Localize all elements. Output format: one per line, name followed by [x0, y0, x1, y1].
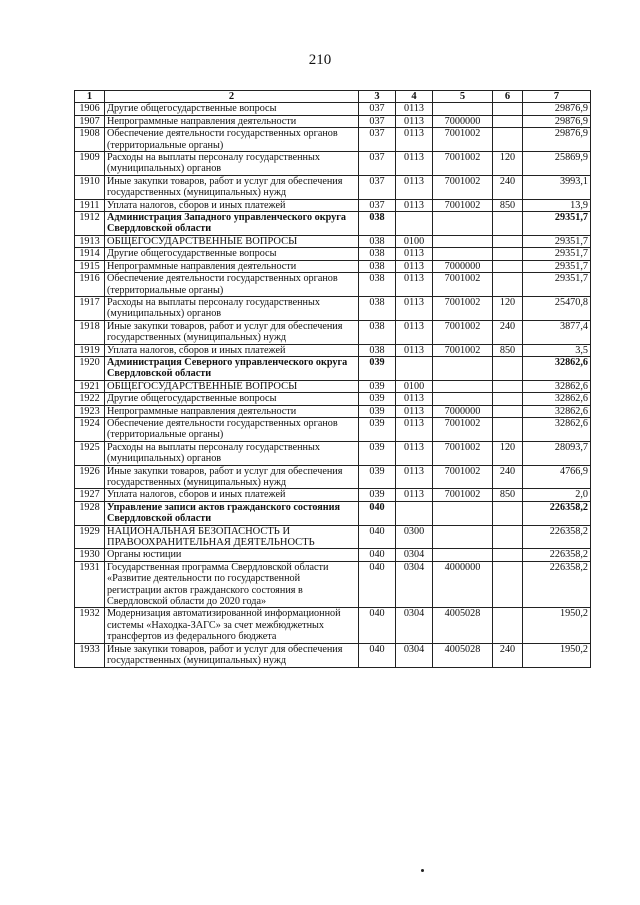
row-section-code: 0113 — [396, 441, 433, 465]
row-admin-code: 040 — [359, 561, 396, 608]
row-admin-code: 037 — [359, 115, 396, 127]
row-number: 1906 — [75, 103, 105, 115]
row-target-code: 7001002 — [433, 296, 493, 320]
row-amount: 2,0 — [523, 489, 591, 501]
row-expense-type — [493, 525, 523, 549]
row-amount: 25470,8 — [523, 296, 591, 320]
row-section-code: 0304 — [396, 608, 433, 643]
row-amount: 226358,2 — [523, 501, 591, 525]
row-name: Администрация Северного управленческого округа Свердловской области — [105, 356, 359, 380]
row-admin-code: 039 — [359, 441, 396, 465]
row-amount: 29351,7 — [523, 260, 591, 272]
row-number: 1933 — [75, 643, 105, 667]
row-name: ОБЩЕГОСУДАРСТВЕННЫЕ ВОПРОСЫ — [105, 380, 359, 392]
table-row — [75, 115, 591, 127]
header-col-6: 6 — [493, 91, 523, 103]
row-target-code — [433, 393, 493, 405]
row-amount: 29351,7 — [523, 248, 591, 260]
header-col-1: 1 — [75, 91, 105, 103]
row-number: 1923 — [75, 405, 105, 417]
row-admin-code: 039 — [359, 393, 396, 405]
row-number: 1907 — [75, 115, 105, 127]
row-section-code: 0300 — [396, 525, 433, 549]
page-number: 210 — [308, 52, 332, 68]
row-expense-type: 120 — [493, 441, 523, 465]
row-target-code — [433, 525, 493, 549]
row-number: 1915 — [75, 260, 105, 272]
row-section-code: 0113 — [396, 405, 433, 417]
row-admin-code: 038 — [359, 248, 396, 260]
row-expense-type — [493, 501, 523, 525]
row-name: Уплата налогов, сборов и иных платежей — [105, 199, 359, 211]
header-row — [75, 91, 591, 103]
row-expense-type: 240 — [493, 643, 523, 667]
header-col-2: 2 — [105, 91, 359, 103]
row-name: Иные закупки товаров, работ и услуг для обеспечения государственных (муниципальных) нужд — [105, 320, 359, 344]
row-target-code: 7001002 — [433, 199, 493, 211]
row-expense-type: 240 — [493, 320, 523, 344]
row-name: НАЦИОНАЛЬНАЯ БЕЗОПАСНОСТЬ И ПРАВООХРАНИТЕЛЬНАЯ ДЕЯТЕЛЬНОСТЬ — [105, 525, 359, 549]
row-number: 1919 — [75, 344, 105, 356]
row-section-code: 0113 — [396, 465, 433, 489]
row-name: Непрограммные направления деятельности — [105, 115, 359, 127]
row-admin-code: 039 — [359, 380, 396, 392]
row-section-code: 0304 — [396, 561, 433, 608]
header-col-7: 7 — [523, 91, 591, 103]
row-amount: 29351,7 — [523, 273, 591, 297]
row-name: Обеспечение деятельности государственных органов (территориальные органы) — [105, 128, 359, 152]
row-target-code: 4000000 — [433, 561, 493, 608]
row-expense-type — [493, 273, 523, 297]
row-amount: 32862,6 — [523, 380, 591, 392]
table-row — [75, 549, 591, 561]
table-row — [75, 273, 591, 297]
row-amount: 4766,9 — [523, 465, 591, 489]
row-expense-type: 120 — [493, 152, 523, 176]
row-target-code: 4005028 — [433, 608, 493, 643]
table-row — [75, 248, 591, 260]
table-row — [75, 356, 591, 380]
row-amount: 32862,6 — [523, 405, 591, 417]
row-expense-type — [493, 235, 523, 247]
table-row — [75, 199, 591, 211]
row-name: Государственная программа Свердловской области «Развитие деятельности по государственной регистрации актов гражданского состояния в Свердловской области до 2020 года» — [105, 561, 359, 608]
row-name: Обеспечение деятельности государственных органов (территориальные органы) — [105, 417, 359, 441]
row-admin-code: 039 — [359, 465, 396, 489]
row-target-code — [433, 212, 493, 236]
row-section-code — [396, 212, 433, 236]
row-amount: 3,5 — [523, 344, 591, 356]
table-row — [75, 561, 591, 608]
row-admin-code: 039 — [359, 489, 396, 501]
row-target-code: 7001002 — [433, 320, 493, 344]
row-section-code: 0113 — [396, 103, 433, 115]
table-row — [75, 608, 591, 643]
row-name: Обеспечение деятельности государственных органов (территориальные органы) — [105, 273, 359, 297]
row-amount: 32862,6 — [523, 393, 591, 405]
row-target-code — [433, 549, 493, 561]
row-section-code: 0113 — [396, 489, 433, 501]
row-name: Уплата налогов, сборов и иных платежей — [105, 344, 359, 356]
row-admin-code: 038 — [359, 320, 396, 344]
row-target-code: 7000000 — [433, 260, 493, 272]
row-expense-type — [493, 115, 523, 127]
row-expense-type: 850 — [493, 489, 523, 501]
row-number: 1911 — [75, 199, 105, 211]
row-target-code: 7000000 — [433, 405, 493, 417]
row-amount: 32862,6 — [523, 356, 591, 380]
row-amount: 226358,2 — [523, 525, 591, 549]
row-amount: 226358,2 — [523, 561, 591, 608]
header-col-3: 3 — [359, 91, 396, 103]
row-number: 1924 — [75, 417, 105, 441]
table-row — [75, 465, 591, 489]
row-target-code — [433, 235, 493, 247]
row-number: 1928 — [75, 501, 105, 525]
row-target-code — [433, 356, 493, 380]
table-row — [75, 441, 591, 465]
row-admin-code: 038 — [359, 273, 396, 297]
row-section-code — [396, 501, 433, 525]
row-expense-type — [493, 260, 523, 272]
table-row — [75, 175, 591, 199]
row-section-code: 0304 — [396, 549, 433, 561]
row-target-code: 7001002 — [433, 441, 493, 465]
row-target-code: 7001002 — [433, 175, 493, 199]
row-section-code: 0113 — [396, 393, 433, 405]
row-name: Иные закупки товаров, работ и услуг для обеспечения государственных (муниципальных) нужд — [105, 175, 359, 199]
row-section-code: 0113 — [396, 273, 433, 297]
row-number: 1926 — [75, 465, 105, 489]
row-number: 1912 — [75, 212, 105, 236]
row-section-code: 0100 — [396, 380, 433, 392]
row-name: Администрация Западного управленческого округа Свердловской области — [105, 212, 359, 236]
row-target-code: 7001002 — [433, 128, 493, 152]
row-section-code: 0113 — [396, 296, 433, 320]
row-number: 1931 — [75, 561, 105, 608]
row-number: 1909 — [75, 152, 105, 176]
table-row — [75, 344, 591, 356]
row-expense-type — [493, 561, 523, 608]
row-section-code: 0113 — [396, 260, 433, 272]
row-amount: 13,9 — [523, 199, 591, 211]
row-amount: 25869,9 — [523, 152, 591, 176]
table-row — [75, 393, 591, 405]
row-name: Модернизация автоматизированной информационной системы «Находка-ЗАГС» за счет межбюджетных трансфертов из федерального бюджета — [105, 608, 359, 643]
row-section-code: 0113 — [396, 248, 433, 260]
row-admin-code: 039 — [359, 417, 396, 441]
table-row — [75, 103, 591, 115]
row-admin-code: 040 — [359, 608, 396, 643]
row-target-code: 7001002 — [433, 152, 493, 176]
row-target-code — [433, 501, 493, 525]
row-name: Расходы на выплаты персоналу государственных (муниципальных) органов — [105, 152, 359, 176]
row-expense-type: 120 — [493, 296, 523, 320]
table-row — [75, 501, 591, 525]
row-target-code: 7001002 — [433, 344, 493, 356]
row-name: Иные закупки товаров, работ и услуг для обеспечения государственных (муниципальных) нужд — [105, 465, 359, 489]
row-number: 1914 — [75, 248, 105, 260]
table-row — [75, 405, 591, 417]
row-number: 1913 — [75, 235, 105, 247]
row-amount: 29351,7 — [523, 235, 591, 247]
row-amount: 32862,6 — [523, 417, 591, 441]
row-section-code: 0113 — [396, 128, 433, 152]
row-number: 1917 — [75, 296, 105, 320]
row-number: 1932 — [75, 608, 105, 643]
row-admin-code: 038 — [359, 296, 396, 320]
row-amount: 29876,9 — [523, 128, 591, 152]
row-name: Другие общегосударственные вопросы — [105, 103, 359, 115]
row-expense-type — [493, 608, 523, 643]
row-section-code: 0113 — [396, 417, 433, 441]
row-name: Непрограммные направления деятельности — [105, 405, 359, 417]
table-row — [75, 320, 591, 344]
row-name: Органы юстиции — [105, 549, 359, 561]
row-amount: 3993,1 — [523, 175, 591, 199]
row-admin-code: 040 — [359, 501, 396, 525]
row-amount: 3877,4 — [523, 320, 591, 344]
row-target-code: 7001002 — [433, 273, 493, 297]
row-section-code: 0100 — [396, 235, 433, 247]
row-target-code: 4005028 — [433, 643, 493, 667]
budget-table — [74, 90, 591, 668]
row-admin-code: 040 — [359, 549, 396, 561]
row-number: 1920 — [75, 356, 105, 380]
table-row — [75, 296, 591, 320]
row-target-code — [433, 103, 493, 115]
row-name: Уплата налогов, сборов и иных платежей — [105, 489, 359, 501]
row-target-code: 7001002 — [433, 489, 493, 501]
row-name: Другие общегосударственные вопросы — [105, 393, 359, 405]
row-expense-type — [493, 248, 523, 260]
row-target-code — [433, 248, 493, 260]
row-expense-type — [493, 380, 523, 392]
row-admin-code: 037 — [359, 175, 396, 199]
table-row — [75, 235, 591, 247]
row-expense-type: 850 — [493, 344, 523, 356]
row-target-code: 7000000 — [433, 115, 493, 127]
row-name: Управление записи актов гражданского состояния Свердловской области — [105, 501, 359, 525]
row-number: 1930 — [75, 549, 105, 561]
row-expense-type — [493, 417, 523, 441]
row-admin-code: 038 — [359, 235, 396, 247]
row-admin-code: 038 — [359, 260, 396, 272]
row-admin-code: 037 — [359, 152, 396, 176]
row-admin-code: 040 — [359, 643, 396, 667]
row-admin-code: 037 — [359, 103, 396, 115]
row-section-code: 0113 — [396, 152, 433, 176]
row-admin-code: 038 — [359, 212, 396, 236]
row-number: 1927 — [75, 489, 105, 501]
row-section-code: 0304 — [396, 643, 433, 667]
row-amount: 226358,2 — [523, 549, 591, 561]
row-name: Иные закупки товаров, работ и услуг для обеспечения государственных (муниципальных) нужд — [105, 643, 359, 667]
row-section-code: 0113 — [396, 115, 433, 127]
row-expense-type: 850 — [493, 199, 523, 211]
table-row — [75, 152, 591, 176]
row-name: Другие общегосударственные вопросы — [105, 248, 359, 260]
row-target-code: 7001002 — [433, 417, 493, 441]
row-number: 1925 — [75, 441, 105, 465]
row-section-code: 0113 — [396, 344, 433, 356]
row-admin-code: 039 — [359, 356, 396, 380]
row-admin-code: 040 — [359, 525, 396, 549]
row-target-code: 7001002 — [433, 465, 493, 489]
row-expense-type — [493, 405, 523, 417]
header-col-4: 4 — [396, 91, 433, 103]
row-expense-type — [493, 356, 523, 380]
row-target-code — [433, 380, 493, 392]
row-expense-type — [493, 103, 523, 115]
row-expense-type — [493, 393, 523, 405]
row-number: 1916 — [75, 273, 105, 297]
page-dot-mark — [421, 869, 424, 872]
row-section-code: 0113 — [396, 199, 433, 211]
row-amount: 1950,2 — [523, 643, 591, 667]
row-number: 1929 — [75, 525, 105, 549]
row-section-code: 0113 — [396, 175, 433, 199]
table-row — [75, 489, 591, 501]
row-name: Непрограммные направления деятельности — [105, 260, 359, 272]
row-number: 1922 — [75, 393, 105, 405]
row-number: 1910 — [75, 175, 105, 199]
table-row — [75, 380, 591, 392]
row-admin-code: 039 — [359, 405, 396, 417]
row-name: ОБЩЕГОСУДАРСТВЕННЫЕ ВОПРОСЫ — [105, 235, 359, 247]
row-expense-type — [493, 128, 523, 152]
row-admin-code: 037 — [359, 128, 396, 152]
row-expense-type: 240 — [493, 175, 523, 199]
table-row — [75, 128, 591, 152]
row-section-code: 0113 — [396, 320, 433, 344]
table-row — [75, 260, 591, 272]
table-row — [75, 525, 591, 549]
row-amount: 1950,2 — [523, 608, 591, 643]
row-amount: 29876,9 — [523, 103, 591, 115]
row-expense-type — [493, 549, 523, 561]
row-amount: 29876,9 — [523, 115, 591, 127]
row-amount: 28093,7 — [523, 441, 591, 465]
row-number: 1921 — [75, 380, 105, 392]
row-admin-code: 038 — [359, 344, 396, 356]
row-section-code — [396, 356, 433, 380]
row-name: Расходы на выплаты персоналу государственных (муниципальных) органов — [105, 441, 359, 465]
table-row — [75, 643, 591, 667]
row-admin-code: 037 — [359, 199, 396, 211]
row-amount: 29351,7 — [523, 212, 591, 236]
row-number: 1918 — [75, 320, 105, 344]
table-row — [75, 417, 591, 441]
table-row — [75, 212, 591, 236]
row-name: Расходы на выплаты персоналу государственных (муниципальных) органов — [105, 296, 359, 320]
row-expense-type: 240 — [493, 465, 523, 489]
row-expense-type — [493, 212, 523, 236]
header-col-5: 5 — [433, 91, 493, 103]
row-number: 1908 — [75, 128, 105, 152]
